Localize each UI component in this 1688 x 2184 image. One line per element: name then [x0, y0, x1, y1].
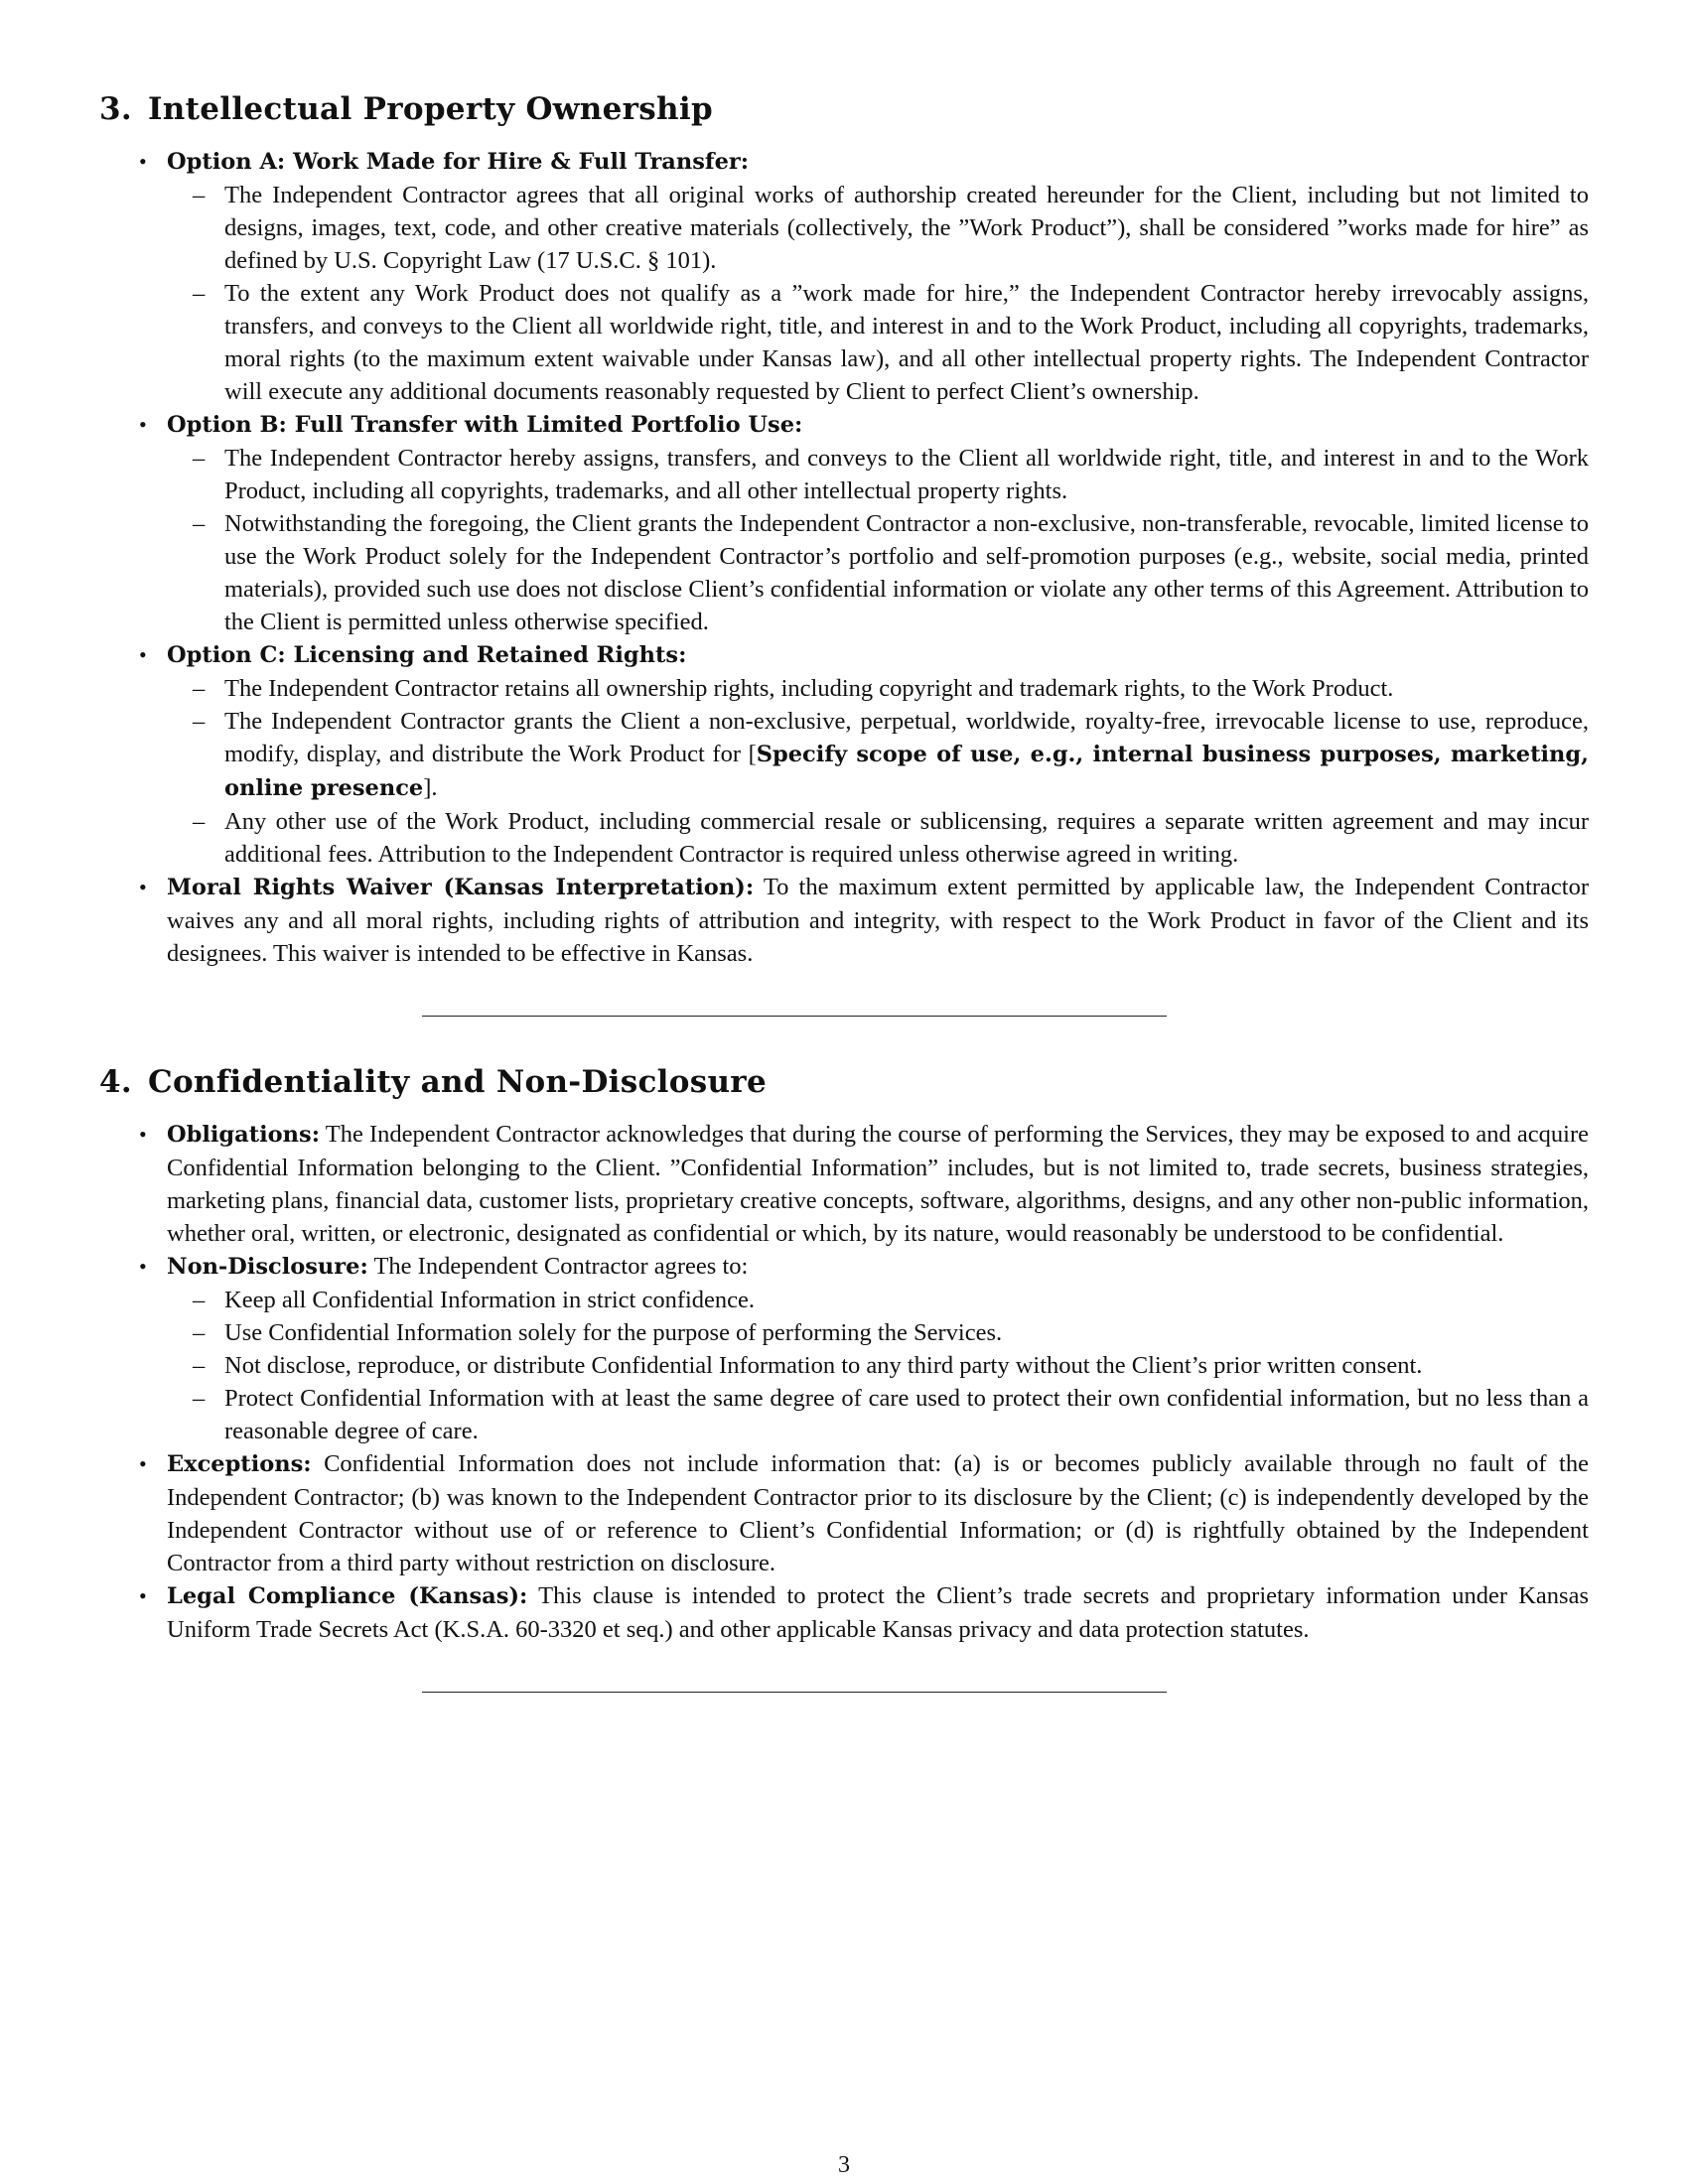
moral-rights-label: Moral Rights Waiver (Kansas Interpretation): — [167, 875, 755, 900]
sub-item — [167, 507, 1589, 638]
non-disclosure-label: Non-Disclosure: — [167, 1254, 368, 1280]
sub-item — [167, 277, 1589, 408]
bullet-icon: • — [139, 1254, 147, 1279]
exceptions-label: Exceptions: — [167, 1451, 312, 1477]
dash-icon: – — [193, 280, 206, 307]
section-list — [99, 145, 1589, 970]
sub-item — [167, 179, 1589, 277]
list-item-option-b — [99, 408, 1589, 638]
moral-rights-text: To the maximum extent permitted by applicable law, the Independent Contractor waives any and all moral rights, including rights of attribution and integrity, with respect to the Work Product in favor of the Client and its designees. This waiver is intended to be effective in Kansas. — [167, 874, 1590, 967]
sub-item — [167, 805, 1589, 871]
section-heading — [99, 91, 1589, 127]
sub-item — [167, 705, 1589, 805]
list-item-moral-rights — [99, 871, 1589, 970]
sub-item-text: Use Confidential Information solely for the purpose of performing the Services. — [224, 1319, 1003, 1346]
sub-item-text: The Independent Contractor retains all ownership rights, including copyright and trademark rights, to the Work Product. — [224, 675, 1394, 702]
sub-item — [167, 442, 1589, 507]
section-confidentiality — [99, 1064, 1589, 1693]
section-divider — [422, 1016, 1167, 1017]
non-disclosure-text: The Independent Contractor agrees to: — [367, 1253, 749, 1280]
legal-compliance-text: This clause is intended to protect the Client’s trade secrets and proprietary information under Kansas Uniform Trade Secrets Act (K.S.A. 60-3320 et seq.) and other applicable Kansas privacy and data protection statutes. — [167, 1582, 1589, 1643]
sub-list — [167, 672, 1589, 871]
sub-item-text: Protect Confidential Information with at least the same degree of care used to protect their own confidential information, but no less than a reasonable degree of care. — [224, 1385, 1589, 1444]
exceptions-text: Confidential Information does not include information that: (a) is or becomes publicly available through no fault of the Independent Contractor; (b) was known to the Independent Contractor prior to its disclosure by the Client; (c) is independently developed by the Independent Contractor without use of or reference to Client’s Confidential Information; or (d) is rightfully obtained by the Independent Contractor from a third party without restriction on disclosure. — [167, 1450, 1589, 1576]
document-page — [99, 91, 1589, 1693]
bullet-icon: • — [139, 149, 147, 174]
list-item-non-disclosure — [99, 1250, 1589, 1447]
section-number: 4. — [99, 1064, 132, 1100]
sub-item — [167, 672, 1589, 705]
sub-item-text: Any other use of the Work Product, including commercial resale or sublicensing, requires a separate written agreement and may incur additional fees. Attribution to the Independent Contractor is required unless otherwise agreed in writing. — [224, 808, 1589, 868]
dash-icon: – — [193, 182, 206, 208]
dash-icon: – — [193, 445, 206, 472]
option-c-label: Option C: Licensing and Retained Rights: — [167, 642, 687, 668]
section-intellectual-property — [99, 91, 1589, 1017]
legal-compliance-label: Legal Compliance (Kansas): — [167, 1583, 528, 1609]
option-b-label: Option B: Full Transfer with Limited Portfolio Use: — [167, 412, 803, 438]
sub-item — [167, 1349, 1589, 1382]
section-heading — [99, 1064, 1589, 1100]
section-title: Confidentiality and Non-Disclosure — [147, 1064, 767, 1100]
dash-icon: – — [193, 808, 206, 835]
list-item-legal-compliance — [99, 1579, 1589, 1646]
page-number: 3 — [838, 2152, 850, 2178]
bullet-icon: • — [139, 875, 147, 899]
dash-icon: – — [193, 1385, 206, 1412]
sub-list — [167, 1284, 1589, 1447]
sub-item-text: The Independent Contractor hereby assigns, transfers, and conveys to the Client all worldwide right, title, and interest in and to the Work Product, including all copyrights, trademarks, and all other intellectual property rights. — [224, 445, 1589, 504]
section-title: Intellectual Property Ownership — [147, 91, 713, 127]
sub-item — [167, 1284, 1589, 1316]
scope-placeholder: Specify scope of use, e.g., internal business purposes, marketing, online presence — [224, 742, 1589, 801]
bullet-icon: • — [139, 1583, 147, 1608]
section-divider — [422, 1692, 1167, 1693]
bullet-icon: • — [139, 642, 147, 667]
bullet-icon: • — [139, 1451, 147, 1476]
sub-item-text: To the extent any Work Product does not qualify as a ”work made for hire,” the Independent Contractor hereby irrevocably assigns, transfers, and conveys to the Client all worldwide right, title, and interest in and to the Work Product, including all copyrights, trademarks, moral rights (to the maximum extent waivable under Kansas law), and all other intellectual property rights. The Independent Contractor will execute any additional documents reasonably requested by Client to perfect Client’s ownership. — [224, 280, 1589, 405]
dash-icon: – — [193, 1319, 206, 1346]
list-item-exceptions — [99, 1447, 1589, 1579]
sub-list — [167, 179, 1589, 408]
sub-item-text-end: ]. — [423, 774, 438, 801]
list-item-obligations — [99, 1118, 1589, 1250]
dash-icon: – — [193, 708, 206, 735]
option-a-label: Option A: Work Made for Hire & Full Transfer: — [167, 149, 750, 175]
dash-icon: – — [193, 510, 206, 537]
sub-item — [167, 1316, 1589, 1349]
sub-item-text: Keep all Confidential Information in strict confidence. — [224, 1287, 756, 1313]
bullet-icon: • — [139, 412, 147, 437]
section-list — [99, 1118, 1589, 1646]
bullet-icon: • — [139, 1122, 147, 1147]
dash-icon: – — [193, 1287, 206, 1313]
sub-item-text: The Independent Contractor agrees that all original works of authorship created hereunder for the Client, including but not limited to designs, images, text, code, and other creative materials (collectively, the ”Work Product”), shall be considered ”works made for hire” as defined by U.S. Copyright Law (17 U.S.C. § 101). — [224, 182, 1589, 274]
list-item-option-c — [99, 638, 1589, 871]
sub-item-text: Notwithstanding the foregoing, the Client grants the Independent Contractor a non-exclusive, non-transferable, revocable, limited license to use the Work Product solely for the Independent Contractor’s portfolio and self-promotion purposes (e.g., website, social media, printed materials), provided such use does not disclose Client’s confidential information or violate any other terms of this Agreement. Attribution to the Client is permitted unless otherwise specified. — [224, 510, 1589, 635]
sub-item-text: Not disclose, reproduce, or distribute Confidential Information to any third party without the Client’s prior written consent. — [224, 1352, 1423, 1379]
dash-icon: – — [193, 675, 206, 702]
section-number: 3. — [99, 91, 132, 127]
sub-item — [167, 1382, 1589, 1447]
sub-item-text: The Independent Contractor grants the Client a non-exclusive, perpetual, worldwide, royalty-free, irrevocable license to use, reproduce, modify, display, and distribute the Work Product for [ — [224, 708, 1589, 767]
dash-icon: – — [193, 1352, 206, 1379]
obligations-label: Obligations: — [167, 1122, 321, 1148]
list-item-option-a — [99, 145, 1589, 408]
obligations-text: The Independent Contractor acknowledges that during the course of performing the Services, they may be exposed to and acquire Confidential Information belonging to the Client. ”Confidential Information” includes, but is not limited to, trade secrets, business strategies, marketing plans, financial data, customer lists, proprietary creative concepts, software, algorithms, designs, and any other non-public information, whether oral, written, or electronic, designated as confidential or which, by its nature, would reasonably be understood to be confidential. — [167, 1121, 1589, 1247]
sub-list — [167, 442, 1589, 638]
